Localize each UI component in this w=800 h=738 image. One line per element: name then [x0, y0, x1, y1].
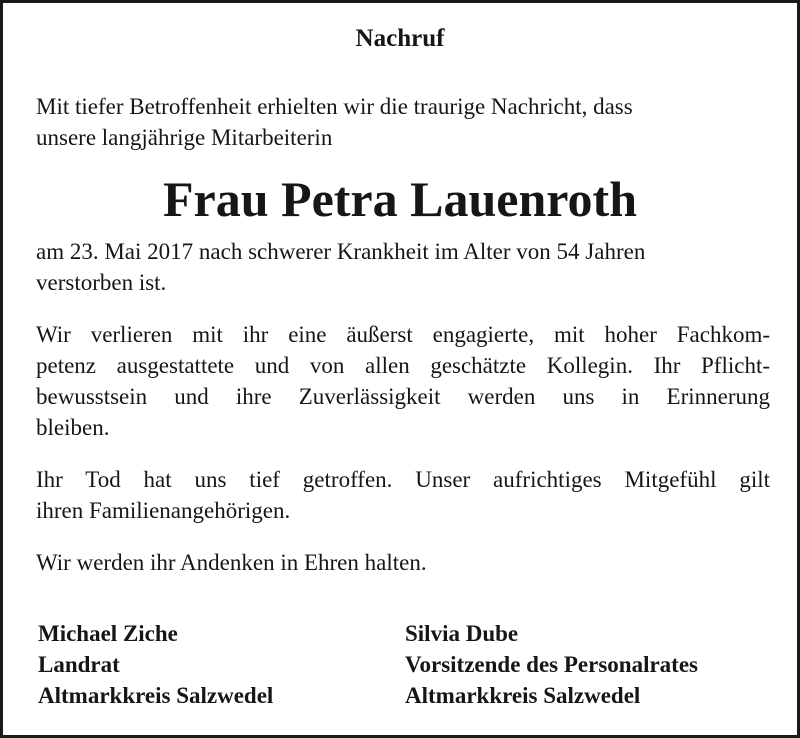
intro-line: unsere langjährige Mitarbeiterin: [36, 125, 333, 150]
death-info-line: verstorben ist.: [36, 270, 167, 295]
condolence-paragraph: [36, 464, 770, 526]
signatory-right: [405, 618, 698, 711]
tribute-line: Wir verlieren mit ihr eine äußerst engagierte, mit hoher Fachkom-: [36, 322, 770, 347]
signatory-left: [38, 618, 273, 711]
tribute-paragraph: [36, 319, 770, 443]
death-info-paragraph: [36, 236, 770, 298]
tribute-line: bleiben.: [36, 415, 110, 440]
signatory-organization: Altmarkkreis Salzwedel: [405, 683, 641, 708]
intro-line: Mit tiefer Betroffenheit erhielten wir die traurige Nachricht, dass: [36, 94, 633, 119]
closing-line: Wir werden ihr Andenken in Ehren halten.: [36, 550, 427, 575]
condolence-line: Ihr Tod hat uns tief getroffen. Unser aufrichtiges Mitgefühl gilt: [36, 467, 770, 492]
death-info-line: am 23. Mai 2017 nach schwerer Krankheit im Alter von 54 Jahren: [36, 239, 646, 264]
condolence-line: ihren Familienangehörigen.: [36, 498, 291, 523]
signatory-organization: Altmarkkreis Salzwedel: [38, 683, 274, 708]
tribute-line: petenz ausgestattete und von allen geschätzte Kollegin. Ihr Pflicht-: [36, 353, 770, 378]
signatory-role: Landrat: [38, 652, 120, 677]
intro-paragraph: [36, 91, 770, 153]
notice-heading: Nachruf: [355, 25, 445, 52]
tribute-line: bewusstsein und ihre Zuverlässigkeit werden uns in Erinnerung: [36, 384, 770, 409]
deceased-name: Frau Petra Lauenroth: [162, 171, 638, 227]
signatory-name: Silvia Dube: [405, 621, 519, 646]
signatory-role: Vorsitzende des Personalrates: [405, 652, 698, 677]
signatory-name: Michael Ziche: [38, 621, 178, 646]
